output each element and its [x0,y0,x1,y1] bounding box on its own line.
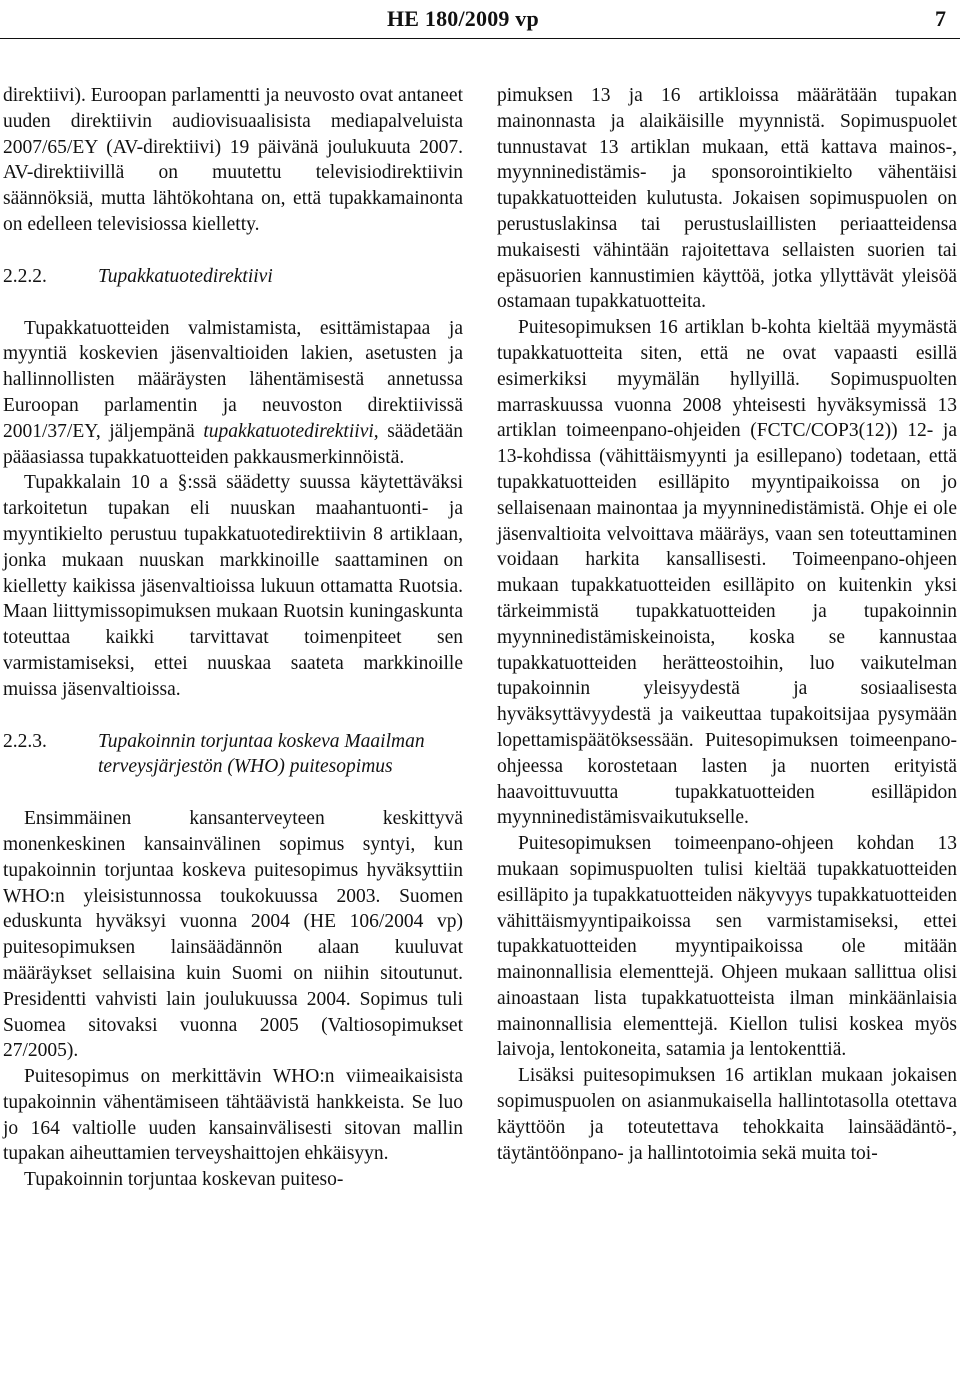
term-tupakkatuotedirektiivi: tupakkatuotedirektiivi [203,420,374,442]
paragraph-tobacco-directive: Tupakkatuotteiden valmistamista, esittämistapaa ja myyntiä koskevien jäsenvaltioiden lakien, asetusten ja hallinnollisten määräysten lähentämisestä annetussa Euroopan parlamentin ja neuvoston direktiivissä 2001/37/EY, jäljempänä tupakkatuotedirektiivi, säädetään pääasiassa tupakkatuotteiden pakkausmerkinnöistä. [3,317,463,468]
paragraph-snus-ban: Tupakkalain 10 a §:ssä säädetty suussa käytettäväksi tarkoitetun tupakan eli nuuskan maahantuonti- ja myyntikielto perustuu tupakkatuotedirektiivin 8 artiklaan, jonka mukaan nuuskan markkinoille saattaminen on kielletty kaikissa jäsenvaltioissa lukuun ottamatta Ruotsia. Maan liittymissopimuksen mukaan Ruotsin kuningaskunta toteuttaa kaikki tarvittavat toimenpiteet sen varmistamiseksi, ettei nuuskaa saateta markkinoille muissa jäsenvaltioissa. [3,472,463,700]
section-number: 2.2.3. [3,730,47,752]
section-heading-2-2-3 [3,729,463,781]
section-title: Tupakkatuotedirektiivi [98,265,273,287]
paragraph-guideline-13: Puitesopimuksen toimeenpano-ohjeen kohdan 13 mukaan sopimuspuolten tulisi kieltää tupakkatuotteiden esilläpito ja tupakkatuotteiden näkyvyys tupakkatuotteiden vähittäismyyntipaikoissa sen varmistamiseksi, ettei tupakkatuotteiden myyntipaikoissa ole mitään mainonnallisia elementtejä. Ohjeen mukaan sallittua olisi ainoastaan lista tupakkatuotteista ilman minkäänlaisia mainonnallisia elementtejä. Kiellon tulisi koskea myös laivoja, lentokoneita, satamia ja lentokenttiä. [497,833,957,1061]
page-number: 7 [935,6,946,31]
paragraph-av-directive: direktiivi). Euroopan parlamentti ja neuvosto ovat antaneet uuden direktiivin audiovisuaalisista mediapalveluista 2007/65/EY (AV-direktiivi) 19 päivänä joulukuuta 2007. AV-direktiivillä on muutettu televisiodirektiivin säännöksiä, mutta lähtökohtana on, että tupakkamainonta on edelleen televisiossa kielletty. [3,85,463,235]
paragraph-articles-13-16: pimuksen 13 ja 16 artikloissa määrätään tupakan mainonnasta ja alaikäisille myynnistä. Sopimuspuolet tunnustavat 13 artiklan mukaan, että kattava mainos-, myynninedistämis- ja sponsorointikielto vähentäisi tupakkatuotteiden kulutusta. Jokaisen sopimuspuolen on perustuslakinsa tai perustuslaillisten periaatteidensa mukaisesti vähintään rajoitettava sellaisten suorien tai epäsuorien kannustimien käyttöä, jotka yllyttävät yleisöä ostamaan tupakkatuotteita. [497,85,957,313]
section-heading-2-2-2 [3,264,463,290]
paragraph-article-16b: Puitesopimuksen 16 artiklan b-kohta kieltää myymästä tupakkatuotteita siten, että ne ovat vapaasti esillä esimerkiksi myymälän hyllyillä. Sopimuspuolten marraskuussa vuonna 2008 yhteisesti hyväksymissä 13 artiklan toimeenpano-ohjeiden (FCTC/COP3(12)) 12- ja 13-kohdissa (vähittäismyynti ja esillepano) todetaan, että tupakkatuotteiden esilläpito myyntipaikoissa on jo sellaisenaan mainontaa ja myynninedistämistä. Ohje ei ole jäsenvaltioita velvoittava määräys, vaan sen toteuttaminen voidaan harkita kansallisesti. Toimeenpano-ohjeen mukaan tupakkatuotteiden esilläpito on kuitenkin yksi tärkeimmistä tupakkatuotteiden ja tupakoinnin myynninedistämiskeinoista, koska se kannustaa tupakkatuotteiden herätteostoihin, luo vaikutelman tupakoinnin yleisyydestä ja sosiaalisesta hyväksyttävyydestä ja vaikeuttaa tupakoitsijaa pysymään lopettamispäätöksessään. Puitesopimuksen toimeenpano-ohjeessa korostetaan lasten ja nuorten erityistä haavoittuvuutta tupakkatuotteiden esilläpidon myynninedistämisvaikutukselle. [497,317,957,829]
paragraph-article-16-measures: Lisäksi puitesopimuksen 16 artiklan mukaan jokaisen sopimuspuolen on asianmukaisella hallintotasolla otettava käyttöön ja toteutettava tehokkaita lainsäädäntö-, täytäntöönpano- ja hallintotoimia sekä muita toi- [497,1065,957,1164]
right-column [497,83,957,1166]
section-number: 2.2.2. [3,265,47,287]
left-column [3,83,463,1193]
paragraph-who-convention: Ensimmäinen kansanterveyteen keskittyvä monenkeskinen kansainvälinen sopimus syntyi, kun tupakoinnin torjuntaa koskeva puitesopimus hyväksyttiin WHO:n yleisistunnossa toukokuussa 2003. Suomen eduskunta hyväksyi vuonna 2004 (HE 106/2004 vp) puitesopimuksen lainsäädännön alaan kuuluvat määräykset sellaisina kuin Suomi on niihin sitoutunut. Presidentti vahvisti lain joulukuussa 2004. Sopimus tuli Suomea sitovaksi vuonna 2005 (Valtiosopimukset 27/2005). [3,808,463,1062]
page-header [0,6,960,40]
header-rule [0,38,960,39]
paragraph-convention-articles-start: Tupakoinnin torjuntaa koskevan puiteso- [24,1169,344,1191]
document-id: HE 180/2009 vp [387,6,539,31]
section-title: Tupakoinnin torjuntaa koskeva Maailman terveysjärjestön (WHO) puitesopimus [98,730,425,778]
paragraph-convention-significance: Puitesopimus on merkittävin WHO:n viimeaikaisista tupakoinnin vähentämiseen tähtäävistä hankkeista. Se luo jo 164 valtiolle uuden kansainvälisesti sitovan mallin tupakan aiheuttamien terveyshaittojen ehkäisyyn. [3,1066,463,1165]
